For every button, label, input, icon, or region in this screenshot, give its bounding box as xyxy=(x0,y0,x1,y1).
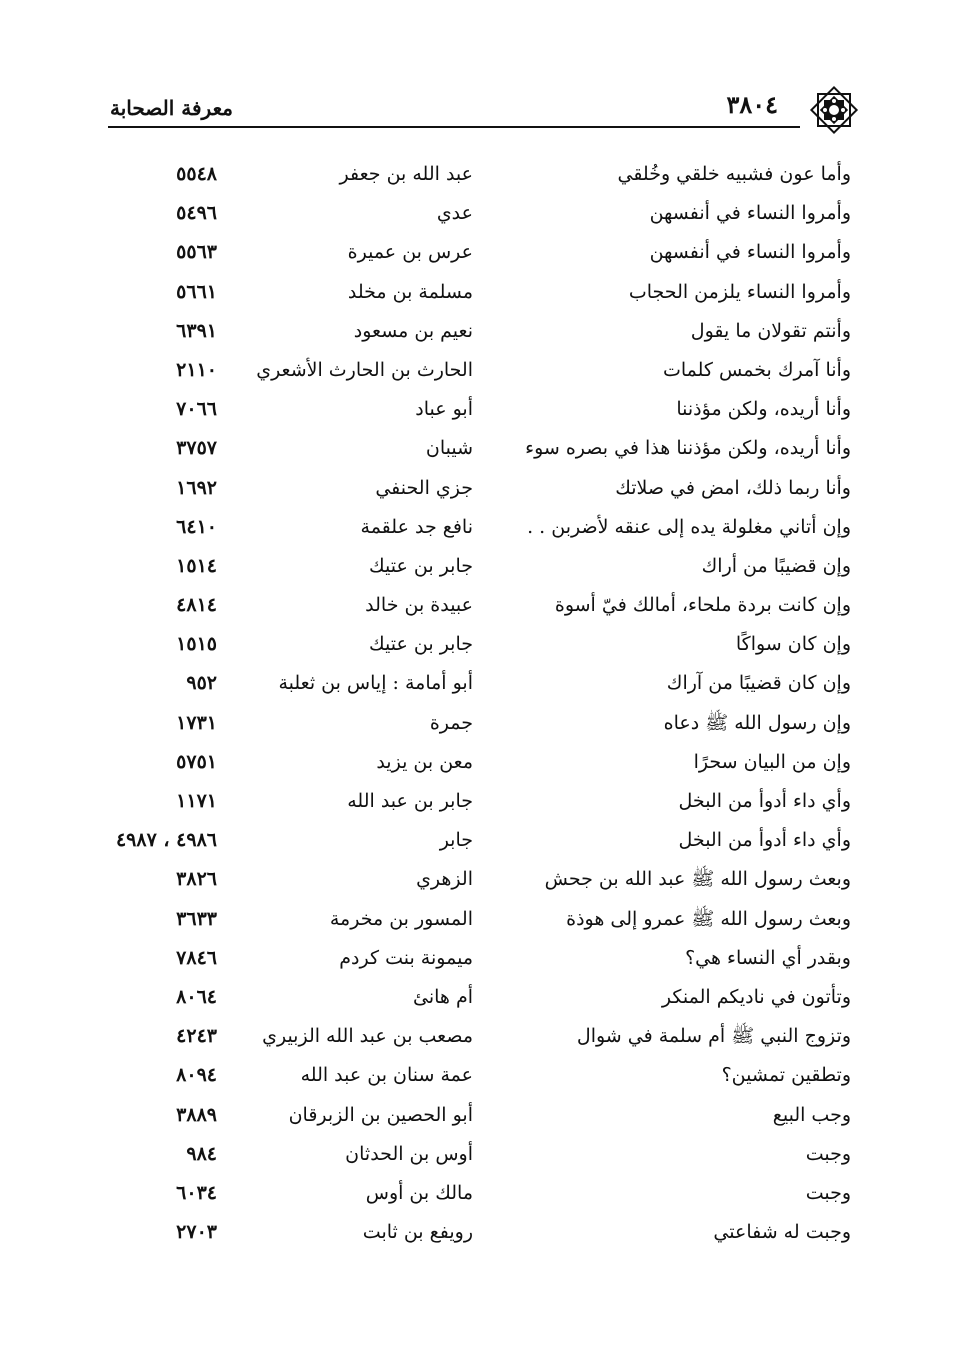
narrator-name: أبو أمامة : إياس بن ثعلبة xyxy=(278,672,473,695)
hadith-phrase: وجبت xyxy=(805,1181,851,1204)
narrator-name: شيبان xyxy=(425,437,473,460)
narrator-name: المسور بن مخرمة xyxy=(329,907,473,930)
hadith-phrase: وأي داء أدوأ من البخل xyxy=(678,790,851,812)
page-number: ٣٨٠٤ xyxy=(726,90,778,119)
hadith-phrase: وتزوج النبي ﷺ أم سلمة في شوال xyxy=(576,1025,851,1048)
hadith-phrase: وتأتون في ناديكم المنكر xyxy=(661,985,851,1008)
narrator-name: عمة سنان بن عبد الله xyxy=(300,1064,473,1087)
index-row xyxy=(0,234,963,273)
hadith-phrase: وإن رسول الله ﷺ دعاه xyxy=(663,711,851,734)
reference-number: ٧٨٤٦ xyxy=(176,946,217,969)
narrator-name: جزي الحنفي xyxy=(375,476,473,499)
index-row xyxy=(0,705,963,744)
hadith-phrase: وأنا أريده، ولكن مؤذننا هذا في بصره سوء xyxy=(525,437,851,460)
reference-number: ٥٤٩٦ xyxy=(176,202,217,225)
index-row xyxy=(0,548,963,587)
reference-number: ٥٦٦١ xyxy=(176,280,217,303)
reference-number: ٦٠٣٤ xyxy=(176,1181,217,1204)
index-row xyxy=(0,352,963,391)
hadith-phrase: وبعث رسول الله ﷺ عبد الله بن جحش xyxy=(544,868,851,891)
narrator-name: معن بن يزيد xyxy=(376,750,473,773)
hadith-phrase: وأمروا النساء يلزمن الحجاب xyxy=(628,280,851,303)
book-title: معرفة الصحابة xyxy=(110,96,233,120)
index-row xyxy=(0,822,963,861)
reference-number: ١١٧١ xyxy=(176,790,217,812)
narrator-name: عدي xyxy=(436,202,473,225)
reference-number: ٥٥٤٨ xyxy=(176,163,217,185)
narrator-name: عرس بن عميرة xyxy=(347,241,473,264)
narrator-name: أم هانئ xyxy=(412,985,473,1008)
reference-number: ٣٨٨٩ xyxy=(176,1103,217,1126)
reference-number: ٣٦٣٣ xyxy=(176,907,217,930)
hadith-phrase: وأنا آمرك بخمس كلمات xyxy=(662,358,851,381)
index-row xyxy=(0,1057,963,1096)
index-row xyxy=(0,1175,963,1214)
hadith-phrase: وأنتم تقولان ما يقول xyxy=(690,319,851,342)
narrator-name: أبو الحصين بن الزبرقان xyxy=(288,1103,473,1126)
reference-number: ١٥١٤ xyxy=(176,554,217,577)
narrator-name: جابر بن عبد الله xyxy=(347,790,473,812)
index-row xyxy=(0,861,963,900)
index-row xyxy=(0,1097,963,1136)
reference-number: ٥٥٦٣ xyxy=(176,241,217,264)
index-row xyxy=(0,195,963,234)
index-row xyxy=(0,1018,963,1057)
index-row xyxy=(0,783,963,822)
hadith-phrase: وجبت xyxy=(805,1142,851,1165)
hadith-phrase: وبعث رسول الله ﷺ عمرو إلى هوذة xyxy=(566,907,851,930)
index-row xyxy=(0,156,963,195)
narrator-name: أبو عباد xyxy=(415,398,473,421)
index-row xyxy=(0,979,963,1018)
index-row xyxy=(0,430,963,469)
reference-number: ١٧٣١ xyxy=(176,711,217,734)
hadith-phrase: وإن كان سواكًا xyxy=(735,633,851,656)
index-row xyxy=(0,470,963,509)
index-row xyxy=(0,509,963,548)
reference-number: ١٥١٥ xyxy=(176,633,217,656)
index-row xyxy=(0,391,963,430)
hadith-phrase: وأمروا النساء في أنفسهن xyxy=(649,202,851,225)
index-row xyxy=(0,744,963,783)
hadith-phrase: وأنا ربما ذلك، امض في صلاتك xyxy=(615,476,851,499)
reference-number: ٤٩٨٦ ، ٤٩٨٧ xyxy=(115,829,217,852)
index-entries xyxy=(0,156,963,1253)
narrator-name: جابر بن عتيك xyxy=(369,554,473,577)
narrator-name: الحارث بن الحارث الأشعري xyxy=(256,358,473,381)
hadith-phrase: وأنا أريده، ولكن مؤذننا xyxy=(676,398,851,421)
hadith-phrase: وبقدر أي النساء هي؟ xyxy=(685,946,851,969)
hadith-phrase: وأي داء أدوأ من البخل xyxy=(678,829,851,852)
index-row xyxy=(0,1136,963,1175)
hadith-phrase: وإن من البيان سحرًا xyxy=(693,750,851,773)
narrator-name: جمرة xyxy=(429,711,473,734)
narrator-name: أوس بن الحدثان xyxy=(345,1142,473,1165)
reference-number: ٣٧٥٧ xyxy=(176,437,217,460)
narrator-name: عبد الله بن جعفر xyxy=(339,163,473,185)
narrator-name: الزهري xyxy=(416,868,473,891)
page-header xyxy=(108,84,860,132)
index-row xyxy=(0,901,963,940)
narrator-name: جابر xyxy=(439,829,473,852)
index-row xyxy=(0,1214,963,1253)
octagram-ornament-icon xyxy=(808,84,860,136)
narrator-name: جابر بن عتيك xyxy=(369,633,473,656)
reference-number: ٦٣٩١ xyxy=(176,319,217,342)
reference-number: ٤٨١٤ xyxy=(176,594,217,617)
reference-number: ٩٨٤ xyxy=(186,1142,217,1165)
reference-number: ٤٢٤٣ xyxy=(176,1025,217,1048)
header-rule xyxy=(108,126,800,128)
hadith-phrase: وإن كان قضيبًا من آراك xyxy=(666,672,851,695)
reference-number: ٢١١٠ xyxy=(176,358,217,381)
hadith-phrase: وإن قضيبًا من أراك xyxy=(701,554,851,577)
hadith-phrase: وإن كانت بردة ملحاء، أمالك فيّ أسوة xyxy=(554,594,851,617)
index-row xyxy=(0,313,963,352)
narrator-name: نعيم بن مسعود xyxy=(353,319,473,342)
hadith-phrase: وجبت له شفاعتي xyxy=(713,1221,851,1244)
reference-number: ٦٤١٠ xyxy=(176,515,217,538)
reference-number: ١٦٩٢ xyxy=(176,476,217,499)
narrator-name: مصعب بن عبد الله الزبيري xyxy=(262,1025,473,1048)
hadith-phrase: وأما عون فشبيه خلقي وخُلقي xyxy=(617,163,851,185)
reference-number: ٧٠٦٦ xyxy=(176,398,217,421)
narrator-name: عبيدة بن خالد xyxy=(365,594,473,617)
hadith-phrase: وأمروا النساء في أنفسهن xyxy=(649,241,851,264)
hadith-phrase: وجب البيع xyxy=(772,1103,851,1126)
narrator-name: مالك بن أوس xyxy=(365,1181,473,1204)
index-row xyxy=(0,274,963,313)
reference-number: ٣٨٢٦ xyxy=(176,868,217,891)
narrator-name: نافع جد علقمة xyxy=(360,515,473,538)
narrator-name: رويفع بن ثابت xyxy=(362,1221,473,1244)
narrator-name: ميمونة بنت كردم xyxy=(339,946,473,969)
narrator-name: مسلمة بن مخلد xyxy=(347,280,473,303)
hadith-phrase: وإن أتاني مغلولة يده إلى عنقه لأضربن . . xyxy=(527,515,851,538)
reference-number: ٩٥٢ xyxy=(186,672,217,695)
index-row xyxy=(0,587,963,626)
index-row xyxy=(0,626,963,665)
hadith-phrase: وتطقين تمشين؟ xyxy=(721,1064,851,1087)
reference-number: ٢٧٠٣ xyxy=(176,1221,217,1244)
reference-number: ٨٠٦٤ xyxy=(176,985,217,1008)
reference-number: ٥٧٥١ xyxy=(176,750,217,773)
index-row xyxy=(0,665,963,704)
reference-number: ٨٠٩٤ xyxy=(176,1064,217,1087)
index-row xyxy=(0,940,963,979)
